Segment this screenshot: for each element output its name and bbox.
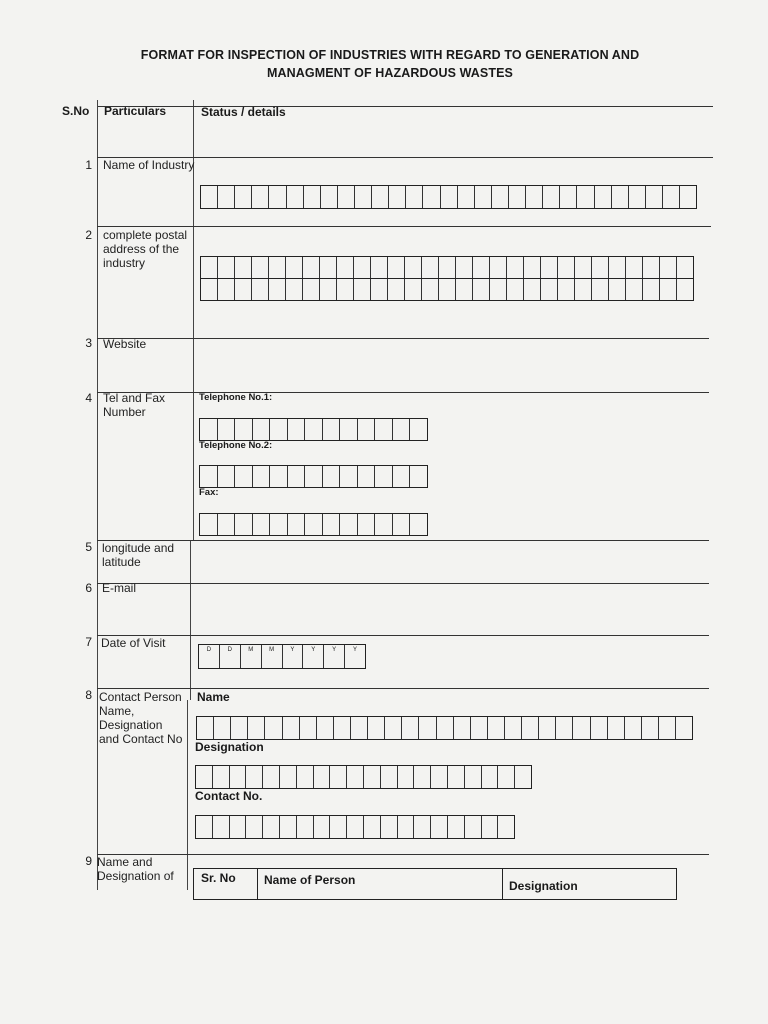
designation-cell[interactable]: [515, 766, 531, 788]
header-particulars: Particulars: [104, 104, 167, 118]
contact-no-cell[interactable]: [364, 816, 381, 838]
address-boxes-line-2-cell[interactable]: [422, 279, 439, 300]
address-boxes-line-1-cell[interactable]: [235, 257, 252, 278]
industry-name-cell[interactable]: [560, 186, 577, 208]
address-boxes-line-2-cell[interactable]: [269, 279, 286, 300]
address-boxes-line-1-cell[interactable]: [456, 257, 473, 278]
address-boxes-line-1-cell[interactable]: [218, 257, 235, 278]
address-boxes-line-2-cell[interactable]: [677, 279, 693, 300]
contact-name-cell[interactable]: [197, 717, 214, 739]
contact-name-cell[interactable]: [676, 717, 692, 739]
telephone-2-cell[interactable]: [200, 466, 218, 487]
address-boxes-line-2-cell[interactable]: [286, 279, 303, 300]
row-7-sno: 7: [85, 635, 92, 649]
contact-name-cell[interactable]: [556, 717, 573, 739]
contact-name-cell[interactable]: [625, 717, 642, 739]
fax-cell[interactable]: [270, 514, 288, 535]
telephone-2-cell[interactable]: [393, 466, 411, 487]
contact-name-cell[interactable]: [505, 717, 522, 739]
contact-no-cell[interactable]: [414, 816, 431, 838]
industry-name-cell[interactable]: [646, 186, 663, 208]
contact-name-cell[interactable]: [265, 717, 282, 739]
row-3-sno: 3: [85, 336, 92, 350]
fax-cell[interactable]: [393, 514, 411, 535]
address-boxes-line-1-cell[interactable]: [609, 257, 626, 278]
industry-name-cell[interactable]: [304, 186, 321, 208]
contact-name-cell[interactable]: [317, 717, 334, 739]
designation-label: Designation: [195, 740, 264, 754]
address-boxes-line-1-cell[interactable]: [405, 257, 422, 278]
row-divider-2: [97, 226, 711, 227]
telephone-2-cell[interactable]: [235, 466, 253, 487]
contact-name-cell[interactable]: [402, 717, 419, 739]
industry-name-cell[interactable]: [526, 186, 543, 208]
telephone-2-cell[interactable]: [323, 466, 341, 487]
address-boxes-line-1-cell[interactable]: [439, 257, 456, 278]
row-2-particular: complete postal address of the industry: [103, 228, 188, 270]
address-boxes-line-2-cell[interactable]: [320, 279, 337, 300]
contact-name-cell[interactable]: [539, 717, 556, 739]
contact-name-cell[interactable]: [248, 717, 265, 739]
telephone-2-cell[interactable]: [375, 466, 393, 487]
date-year-3[interactable]: Y: [324, 645, 345, 668]
designation-cell[interactable]: [230, 766, 247, 788]
row-4-sno: 4: [85, 391, 92, 405]
row-9-sno: 9: [85, 854, 92, 868]
fax-cell[interactable]: [305, 514, 323, 535]
address-boxes-line-1-cell[interactable]: [592, 257, 609, 278]
industry-name-boxes[interactable]: [200, 185, 697, 209]
industry-name-cell[interactable]: [201, 186, 218, 208]
date-year-2[interactable]: Y: [303, 645, 324, 668]
telephone-1-cell[interactable]: [410, 419, 427, 440]
address-boxes-line-1-cell[interactable]: [643, 257, 660, 278]
fax-cell[interactable]: [340, 514, 358, 535]
contact-no-cell[interactable]: [448, 816, 465, 838]
telephone-1-cell[interactable]: [305, 419, 323, 440]
address-boxes-line-1-cell[interactable]: [286, 257, 303, 278]
address-boxes-line-1-cell[interactable]: [252, 257, 269, 278]
designation-cell[interactable]: [414, 766, 431, 788]
row-4-particular: Tel and Fax Number: [103, 391, 166, 419]
industry-name-cell[interactable]: [577, 186, 594, 208]
address-boxes-line-2-cell[interactable]: [626, 279, 643, 300]
designation-cell[interactable]: [381, 766, 398, 788]
address-boxes-line-2-cell[interactable]: [524, 279, 541, 300]
row-3-particular: Website: [103, 337, 147, 351]
date-of-visit-boxes[interactable]: [198, 644, 366, 669]
contact-name-cell[interactable]: [471, 717, 488, 739]
telephone-1-cell[interactable]: [253, 419, 271, 440]
row-divider-9: [97, 854, 709, 855]
contact-no-cell[interactable]: [482, 816, 499, 838]
address-boxes-line-1-cell[interactable]: [490, 257, 507, 278]
address-boxes-line-1-cell[interactable]: [473, 257, 490, 278]
telephone-2-cell[interactable]: [358, 466, 376, 487]
date-month-1[interactable]: M: [241, 645, 262, 668]
contact-no-cell[interactable]: [196, 816, 213, 838]
telephone-1-cell[interactable]: [323, 419, 341, 440]
address-boxes-line-1-cell[interactable]: [388, 257, 405, 278]
date-month-2[interactable]: M: [262, 645, 283, 668]
row-5-particular: longitude and latitude: [102, 541, 175, 569]
industry-name-cell[interactable]: [218, 186, 235, 208]
address-boxes-line-2-cell[interactable]: [371, 279, 388, 300]
industry-name-cell[interactable]: [595, 186, 612, 208]
contact-name-cell[interactable]: [437, 717, 454, 739]
contact-name-cell[interactable]: [214, 717, 231, 739]
contact-no-cell[interactable]: [263, 816, 280, 838]
telephone-1-cell[interactable]: [218, 419, 236, 440]
designation-cell[interactable]: [196, 766, 213, 788]
designation-cell[interactable]: [297, 766, 314, 788]
address-boxes-line-2-cell[interactable]: [490, 279, 507, 300]
date-year-4[interactable]: Y: [353, 647, 358, 653]
contact-no-cell[interactable]: [297, 816, 314, 838]
designation-cell[interactable]: [448, 766, 465, 788]
column-divider-particulars-middle: [190, 540, 191, 700]
telephone-2-cell[interactable]: [218, 466, 236, 487]
date-day-1[interactable]: D: [199, 645, 220, 668]
contact-no-cell[interactable]: [381, 816, 398, 838]
designation-cell[interactable]: [482, 766, 499, 788]
designation-cell[interactable]: [246, 766, 263, 788]
row-8-particular: Contact Person Name, Designation and Contact No: [99, 690, 183, 746]
address-boxes-line-2-cell[interactable]: [354, 279, 371, 300]
address-boxes-line-1-cell[interactable]: [660, 257, 677, 278]
contact-name-cell[interactable]: [454, 717, 471, 739]
fax-label: Fax:: [199, 487, 219, 498]
row-divider-header: [98, 106, 713, 107]
address-boxes-line-1-cell[interactable]: [575, 257, 592, 278]
industry-name-cell[interactable]: [543, 186, 560, 208]
row-divider-4: [97, 392, 709, 393]
contact-name-cell[interactable]: [642, 717, 659, 739]
row-2-sno: 2: [85, 228, 92, 242]
address-boxes-line-1-cell[interactable]: [303, 257, 320, 278]
fax-cell[interactable]: [323, 514, 341, 535]
row-1-sno: 1: [85, 158, 92, 172]
address-boxes-line-1-cell[interactable]: [524, 257, 541, 278]
telephone-2-cell[interactable]: [305, 466, 323, 487]
address-boxes-line-2-cell[interactable]: [201, 279, 218, 300]
address-boxes-line-2-cell[interactable]: [235, 279, 252, 300]
address-boxes-line-1-cell[interactable]: [337, 257, 354, 278]
address-boxes-line-2-cell[interactable]: [218, 279, 235, 300]
address-boxes-line-2-cell[interactable]: [439, 279, 456, 300]
industry-name-cell[interactable]: [629, 186, 646, 208]
fax-boxes[interactable]: [199, 513, 428, 536]
industry-name-cell[interactable]: [406, 186, 423, 208]
address-boxes-line-1-cell[interactable]: [201, 257, 218, 278]
contact-name-cell[interactable]: [573, 717, 590, 739]
industry-name-cell[interactable]: [287, 186, 304, 208]
designation-cell[interactable]: [431, 766, 448, 788]
telephone-1-cell[interactable]: [270, 419, 288, 440]
row-divider-8: [97, 688, 709, 689]
designation-cell[interactable]: [330, 766, 347, 788]
fax-cell[interactable]: [410, 514, 427, 535]
contact-no-cell[interactable]: [314, 816, 331, 838]
address-boxes-line-2[interactable]: [200, 278, 694, 301]
industry-name-cell[interactable]: [492, 186, 509, 208]
address-boxes-line-2-cell[interactable]: [541, 279, 558, 300]
telephone-1-cell[interactable]: [358, 419, 376, 440]
persons-col-designation: Designation: [509, 879, 578, 893]
address-boxes-line-2-cell[interactable]: [303, 279, 320, 300]
form-title: [70, 46, 710, 82]
address-boxes-line-1-cell[interactable]: [422, 257, 439, 278]
row-5-sno: 5: [85, 540, 92, 554]
industry-name-cell[interactable]: [355, 186, 372, 208]
contact-no-cell[interactable]: [465, 816, 482, 838]
address-boxes-line-2-cell[interactable]: [660, 279, 677, 300]
address-boxes-line-1[interactable]: [200, 256, 694, 279]
address-boxes-line-2-cell[interactable]: [337, 279, 354, 300]
contact-no-cell[interactable]: [330, 816, 347, 838]
designation-cell[interactable]: [347, 766, 364, 788]
address-boxes-line-1-cell[interactable]: [371, 257, 388, 278]
address-boxes-line-2-cell[interactable]: [252, 279, 269, 300]
telephone-2-cell[interactable]: [253, 466, 271, 487]
telephone-1-cell[interactable]: [235, 419, 253, 440]
address-boxes-line-1-cell[interactable]: [558, 257, 575, 278]
contact-name-cell[interactable]: [351, 717, 368, 739]
address-boxes-line-2-cell[interactable]: [456, 279, 473, 300]
contact-name-cell[interactable]: [283, 717, 300, 739]
contact-name-cell[interactable]: [522, 717, 539, 739]
row-1-particular: Name of Industry: [103, 158, 195, 172]
contact-no-boxes[interactable]: [195, 815, 515, 839]
contact-name-cell[interactable]: [608, 717, 625, 739]
row-8-sno: 8: [85, 688, 92, 702]
designation-cell[interactable]: [314, 766, 331, 788]
persons-col-srno: Sr. No: [201, 871, 236, 885]
header-sno: S.No: [62, 104, 90, 118]
persons-table-header: [193, 868, 677, 900]
address-boxes-line-1-cell[interactable]: [269, 257, 286, 278]
fax-cell[interactable]: [375, 514, 393, 535]
fax-cell[interactable]: [288, 514, 306, 535]
form-title-line-2: MANAGMENT OF HAZARDOUS WASTES: [267, 66, 513, 80]
fax-cell[interactable]: [235, 514, 253, 535]
address-boxes-line-1-cell[interactable]: [354, 257, 371, 278]
industry-name-cell[interactable]: [372, 186, 389, 208]
contact-name-cell[interactable]: [419, 717, 436, 739]
contact-no-cell[interactable]: [347, 816, 364, 838]
industry-name-cell[interactable]: [252, 186, 269, 208]
contact-no-label: Contact No.: [195, 789, 263, 803]
industry-name-cell[interactable]: [663, 186, 680, 208]
contact-no-cell[interactable]: [246, 816, 263, 838]
industry-name-cell[interactable]: [612, 186, 629, 208]
industry-name-cell[interactable]: [338, 186, 355, 208]
contact-no-cell[interactable]: [498, 816, 514, 838]
contact-no-cell[interactable]: [230, 816, 247, 838]
telephone-1-cell[interactable]: [375, 419, 393, 440]
contact-name-label: Name: [197, 690, 230, 704]
industry-name-cell[interactable]: [680, 186, 696, 208]
designation-cell[interactable]: [263, 766, 280, 788]
contact-name-cell[interactable]: [300, 717, 317, 739]
telephone-2-boxes[interactable]: [199, 465, 428, 488]
telephone-1-label: Telephone No.1:: [199, 392, 273, 403]
address-boxes-line-1-cell[interactable]: [626, 257, 643, 278]
industry-name-cell[interactable]: [235, 186, 252, 208]
contact-name-cell[interactable]: [334, 717, 351, 739]
address-boxes-line-1-cell[interactable]: [541, 257, 558, 278]
telephone-2-cell[interactable]: [340, 466, 358, 487]
header-status: Status / details: [201, 105, 286, 119]
industry-name-cell[interactable]: [475, 186, 492, 208]
industry-name-cell[interactable]: [389, 186, 406, 208]
column-divider-particulars-lower: [187, 700, 188, 890]
designation-cell[interactable]: [213, 766, 230, 788]
industry-name-cell[interactable]: [441, 186, 458, 208]
contact-no-cell[interactable]: [280, 816, 297, 838]
date-day-2[interactable]: D: [220, 645, 241, 668]
telephone-1-boxes[interactable]: [199, 418, 428, 441]
contact-name-cell[interactable]: [231, 717, 248, 739]
address-boxes-line-1-cell[interactable]: [320, 257, 337, 278]
row-7-particular: Date of Visit: [101, 636, 166, 650]
designation-cell[interactable]: [280, 766, 297, 788]
address-boxes-line-2-cell[interactable]: [643, 279, 660, 300]
fax-cell[interactable]: [358, 514, 376, 535]
industry-name-cell[interactable]: [509, 186, 526, 208]
contact-no-cell[interactable]: [398, 816, 415, 838]
fax-cell[interactable]: [218, 514, 236, 535]
row-divider-5: [97, 540, 709, 541]
telephone-1-cell[interactable]: [288, 419, 306, 440]
telephone-1-cell[interactable]: [393, 419, 411, 440]
telephone-2-cell[interactable]: [270, 466, 288, 487]
address-boxes-line-2-cell[interactable]: [558, 279, 575, 300]
contact-name-cell[interactable]: [385, 717, 402, 739]
form-title-line-1: FORMAT FOR INSPECTION OF INDUSTRIES WITH REGARD TO GENERATION AND: [140, 48, 640, 62]
date-year-1[interactable]: Y: [283, 645, 304, 668]
contact-name-cell[interactable]: [591, 717, 608, 739]
telephone-1-cell[interactable]: [200, 419, 218, 440]
persons-col-name: Name of Person: [264, 873, 356, 887]
address-boxes-line-2-cell[interactable]: [405, 279, 422, 300]
address-boxes-line-2-cell[interactable]: [507, 279, 524, 300]
designation-cell[interactable]: [398, 766, 415, 788]
telephone-1-cell[interactable]: [340, 419, 358, 440]
address-boxes-line-1-cell[interactable]: [507, 257, 524, 278]
contact-name-boxes[interactable]: [196, 716, 693, 740]
fax-cell[interactable]: [253, 514, 271, 535]
designation-cell[interactable]: [498, 766, 515, 788]
designation-cell[interactable]: [364, 766, 381, 788]
contact-no-cell[interactable]: [213, 816, 230, 838]
fax-cell[interactable]: [200, 514, 218, 535]
row-9-particular: Name and Designation of: [97, 855, 174, 883]
industry-name-cell[interactable]: [269, 186, 286, 208]
industry-name-cell[interactable]: [321, 186, 338, 208]
contact-name-cell[interactable]: [659, 717, 676, 739]
industry-name-cell[interactable]: [423, 186, 440, 208]
address-boxes-line-2-cell[interactable]: [388, 279, 405, 300]
address-boxes-line-2-cell[interactable]: [473, 279, 490, 300]
industry-name-cell[interactable]: [458, 186, 475, 208]
address-boxes-line-1-cell[interactable]: [677, 257, 693, 278]
column-divider-sno: [97, 100, 98, 890]
designation-boxes[interactable]: [195, 765, 532, 789]
address-boxes-line-2-cell[interactable]: [575, 279, 592, 300]
contact-name-cell[interactable]: [368, 717, 385, 739]
telephone-2-cell[interactable]: [410, 466, 427, 487]
telephone-2-cell[interactable]: [288, 466, 306, 487]
designation-cell[interactable]: [465, 766, 482, 788]
telephone-2-label: Telephone No.2:: [199, 440, 273, 451]
row-6-sno: 6: [85, 581, 92, 595]
contact-no-cell[interactable]: [431, 816, 448, 838]
address-boxes-line-2-cell[interactable]: [609, 279, 626, 300]
address-boxes-line-2-cell[interactable]: [592, 279, 609, 300]
contact-name-cell[interactable]: [488, 717, 505, 739]
row-6-particular: E-mail: [102, 581, 137, 595]
